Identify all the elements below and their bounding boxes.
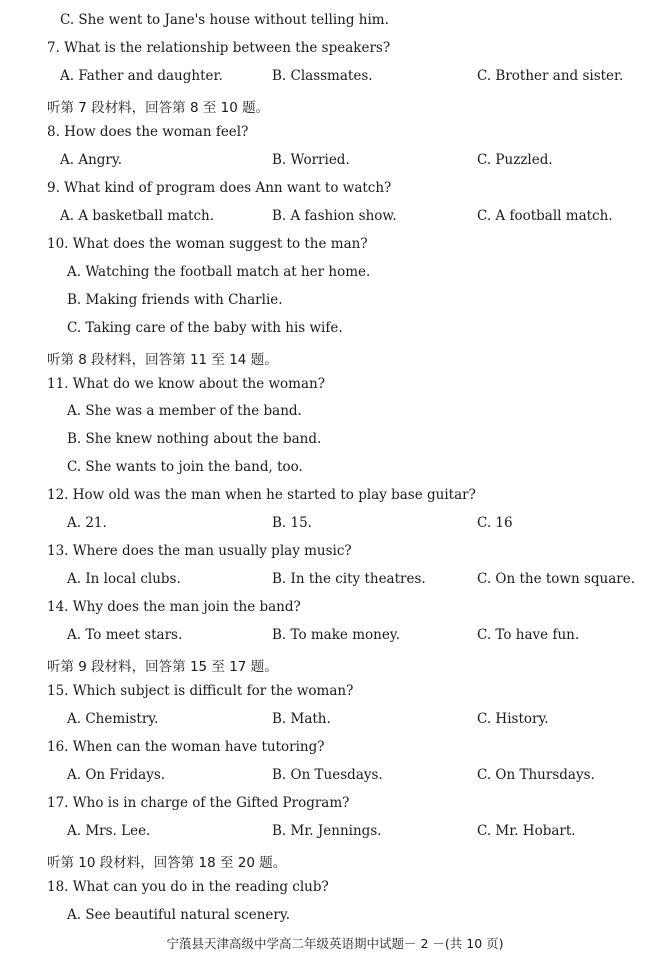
q16-option-a: A. On Fridays. <box>67 767 166 783</box>
q14-option-c: C. To have fun. <box>477 627 580 643</box>
q7-option-c: C. Brother and sister. <box>477 68 624 84</box>
section-7-heading: 听第 7 段材料，回答第 8 至 10 题。 <box>47 100 270 116</box>
q8-option-b: B. Worried. <box>272 152 350 168</box>
section-8-heading: 听第 8 段材料，回答第 11 至 14 题。 <box>47 352 278 368</box>
q18-option-a: A. See beautiful natural scenery. <box>67 907 290 923</box>
q13-option-c: C. On the town square. <box>477 571 636 587</box>
question-14: 14. Why does the man join the band? <box>47 599 301 615</box>
q7-option-b: B. Classmates. <box>272 68 373 84</box>
question-10: 10. What does the woman suggest to the man? <box>47 236 368 252</box>
question-12: 12. How old was the man when he started to play base guitar? <box>47 487 476 503</box>
question-11: 11. What do we know about the woman? <box>47 376 325 392</box>
q17-option-c: C. Mr. Hobart. <box>477 823 576 839</box>
q16-option-b: B. On Tuesdays. <box>272 767 383 783</box>
q15-option-a: A. Chemistry. <box>67 711 159 727</box>
q8-option-a: A. Angry. <box>60 152 122 168</box>
q6-option-c: C. She went to Jane's house without telling him. <box>60 12 389 28</box>
q9-option-c: C. A football match. <box>477 208 613 224</box>
q12-option-c: C. 16 <box>477 515 513 531</box>
q11-option-b: B. She knew nothing about the band. <box>67 431 322 447</box>
q17-option-b: B. Mr. Jennings. <box>272 823 382 839</box>
q9-option-a: A. A basketball match. <box>60 208 215 224</box>
question-13: 13. Where does the man usually play music? <box>47 543 352 559</box>
q10-option-a: A. Watching the football match at her home. <box>67 264 371 280</box>
page-footer: 宁蒗县天津高级中学高二年级英语期中试题－ 2 －(共 10 页) <box>166 936 504 951</box>
q10-option-b: B. Making friends with Charlie. <box>67 292 283 308</box>
question-17: 17. Who is in charge of the Gifted Program? <box>47 795 350 811</box>
q13-option-a: A. In local clubs. <box>67 571 181 587</box>
section-9-heading: 听第 9 段材料，回答第 15 至 17 题。 <box>47 659 278 675</box>
q11-option-c: C. She wants to join the band, too. <box>67 459 303 475</box>
q15-option-c: C. History. <box>477 711 549 727</box>
q17-option-a: A. Mrs. Lee. <box>67 823 151 839</box>
q7-option-a: A. Father and daughter. <box>60 68 223 84</box>
question-7: 7. What is the relationship between the speakers? <box>47 40 391 56</box>
q14-option-b: B. To make money. <box>272 627 400 643</box>
q14-option-a: A. To meet stars. <box>67 627 183 643</box>
q16-option-c: C. On Thursdays. <box>477 767 595 783</box>
question-18: 18. What can you do in the reading club? <box>47 879 329 895</box>
question-16: 16. When can the woman have tutoring? <box>47 739 325 755</box>
q12-option-b: B. 15. <box>272 515 312 531</box>
question-9: 9. What kind of program does Ann want to watch? <box>47 180 392 196</box>
q15-option-b: B. Math. <box>272 711 331 727</box>
section-10-heading: 听第 10 段材料，回答第 18 至 20 题。 <box>47 855 287 871</box>
q10-option-c: C. Taking care of the baby with his wife. <box>67 320 343 336</box>
question-15: 15. Which subject is difficult for the woman? <box>47 683 354 699</box>
q8-option-c: C. Puzzled. <box>477 152 553 168</box>
q13-option-b: B. In the city theatres. <box>272 571 426 587</box>
question-8: 8. How does the woman feel? <box>47 124 249 140</box>
q9-option-b: B. A fashion show. <box>272 208 397 224</box>
q12-option-a: A. 21. <box>67 515 107 531</box>
q11-option-a: A. She was a member of the band. <box>67 403 302 419</box>
